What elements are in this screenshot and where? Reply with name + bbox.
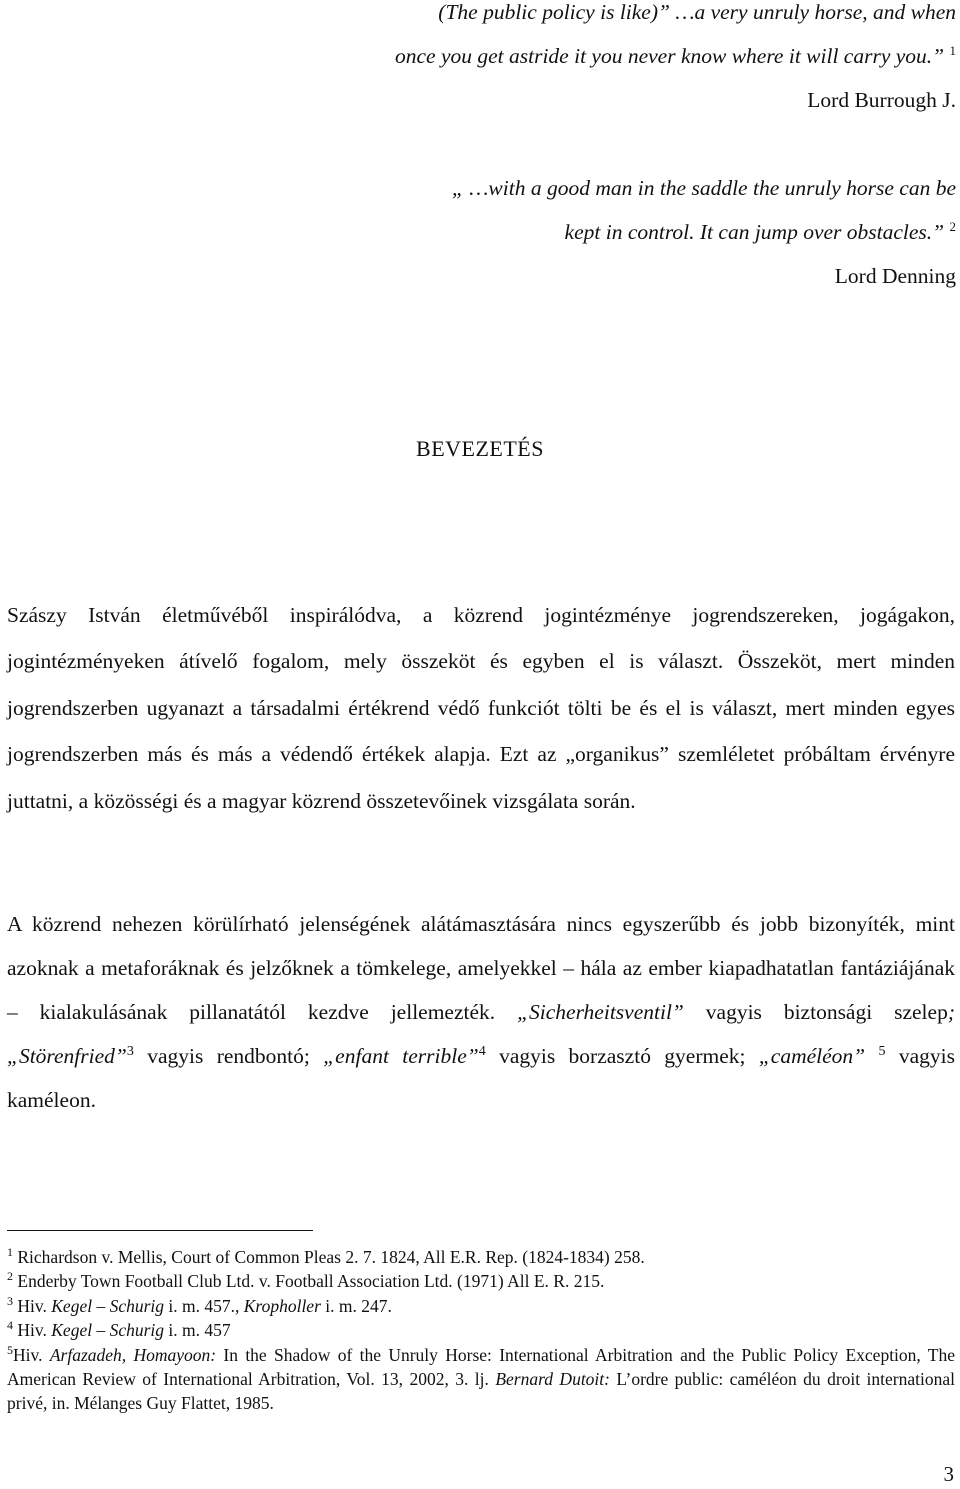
footnote-text: In the Shadow of the Unruly Horse: International Arbitration and the Public Policy Exception, The American Review of International Arbitration, Vol. 13, 2002, 3. lj. (7, 1344, 956, 1390)
footnote-author: Kegel – Schurig (51, 1320, 165, 1341)
footnote-ref: 2 (949, 218, 956, 234)
footnote-text: L’ordre public: caméléon du droit international privé, in. Mélanges Guy Flattet, 1985. (7, 1369, 955, 1414)
section-title: BEVEZETÉS (416, 436, 544, 461)
term-enfant-terrible: „enfant terrible” (323, 1044, 479, 1068)
body-paragraph (7, 902, 955, 1122)
epigraph-denning (336, 166, 956, 298)
footnote-number: 1 (7, 1245, 13, 1260)
footnote-number: 3 (7, 1293, 13, 1308)
epigraph-author: Lord Denning (834, 264, 956, 288)
paragraph-text: vagyis biztonsági szelep (683, 1000, 948, 1024)
footnote-text: Enderby Town Football Club Ltd. v. Football Association Ltd. (1971) All E. R. 215. (17, 1271, 605, 1292)
footnote-3 (7, 1294, 955, 1318)
footnote-author: Bernard Dutoit: (495, 1369, 610, 1390)
footnotes (7, 1245, 955, 1416)
footnote-5 (7, 1343, 955, 1416)
paragraph-text: vagyis borzasztó gyermek; (485, 1044, 759, 1068)
footnote-separator (7, 1230, 313, 1231)
epigraph-quote-text: kept in control. It can jump over obstacles.” (564, 220, 945, 244)
footnote-text: i. m. 457 (164, 1320, 231, 1341)
footnote-number: 4 (7, 1318, 13, 1333)
footnote-author: Kropholler (243, 1295, 321, 1316)
paragraph-text: vagyis kaméleon. (7, 1044, 955, 1112)
page-number: 3 (943, 1462, 954, 1486)
footnote-number: 5 (7, 1342, 13, 1357)
footnote-text: Hiv. (17, 1320, 52, 1341)
footnote-ref: 4 (478, 1043, 486, 1059)
footnote-text: Richardson v. Mellis, Court of Common Pleas 2. 7. 1824, All E.R. Rep. (1824-1834) 258. (17, 1247, 645, 1267)
term-sicherheitsventil: „Sicherheitsventil” (517, 1000, 684, 1024)
footnote-text: i. m. 247. (320, 1295, 392, 1316)
epigraph-quote-text: once you get astride it you never know where it will carry you.” (394, 44, 945, 68)
paragraph-text: A közrend nehezen körülírható jelenségének alátámasztására nincs egyszerűbb és jobb bizonyíték, mint azoknak a metaforáknak és jelzőknek a tömkelege, amelyekkel – hála az ember kiapadhatatlan fantáziájának – kialakulásának pillanatától kezdve jellemezték. (7, 912, 955, 1024)
footnote-author: Kegel – Schurig (51, 1295, 165, 1316)
paragraph-text: vagyis rendbontó; (133, 1044, 324, 1068)
footnote-text: i. m. 457., (164, 1295, 244, 1316)
footnote-number: 2 (7, 1269, 13, 1284)
epigraph-quote-text: (The public policy is like)” …a very unruly horse, and when (438, 0, 956, 24)
footnote-ref: 1 (949, 42, 956, 58)
term-cameleon: „caméléon” (758, 1044, 866, 1068)
epigraph-quote-line (256, 34, 956, 78)
footnote-text: Hiv. (17, 1295, 52, 1316)
epigraph-quote-line (336, 166, 956, 210)
footnote-1 (7, 1245, 955, 1269)
epigraph-quote-text: „ …with a good man in the saddle the unruly horse can be (451, 176, 956, 200)
term-storenfried: „Störenfried” (7, 1044, 127, 1068)
footnote-text: Hiv. (13, 1344, 50, 1365)
paragraph-text: ; (947, 1000, 955, 1024)
footnote-ref: 3 (126, 1043, 134, 1059)
epigraph-author: Lord Burrough J. (807, 88, 956, 112)
footnote-2 (7, 1269, 955, 1293)
footnote-ref: 5 (878, 1043, 886, 1059)
footnote-4 (7, 1318, 955, 1342)
epigraph-quote-line (336, 210, 956, 254)
epigraph-burrough (256, 0, 956, 122)
epigraph-quote-line (256, 0, 956, 34)
body-paragraph: Szászy István életművéből inspirálódva, a közrend jogintézménye jogrendszereken, jogágakon, jogintézményeken átívelő fogalom, mely összeköt és egyben el is választ. Összeköt, mert minden jogrendszerben ugyanazt a társadalmi értékrend védő funkciót tölti be és el is választ, mert minden egyes jogrendszerben más és más a védendő értékek alapja. Ezt az „organikus” szemléletet próbáltam érvényre juttatni, a közösségi és a magyar közrend összetevőinek vizsgálata során. (7, 603, 955, 813)
footnote-author: Arfazadeh, Homayoon: (49, 1344, 217, 1365)
